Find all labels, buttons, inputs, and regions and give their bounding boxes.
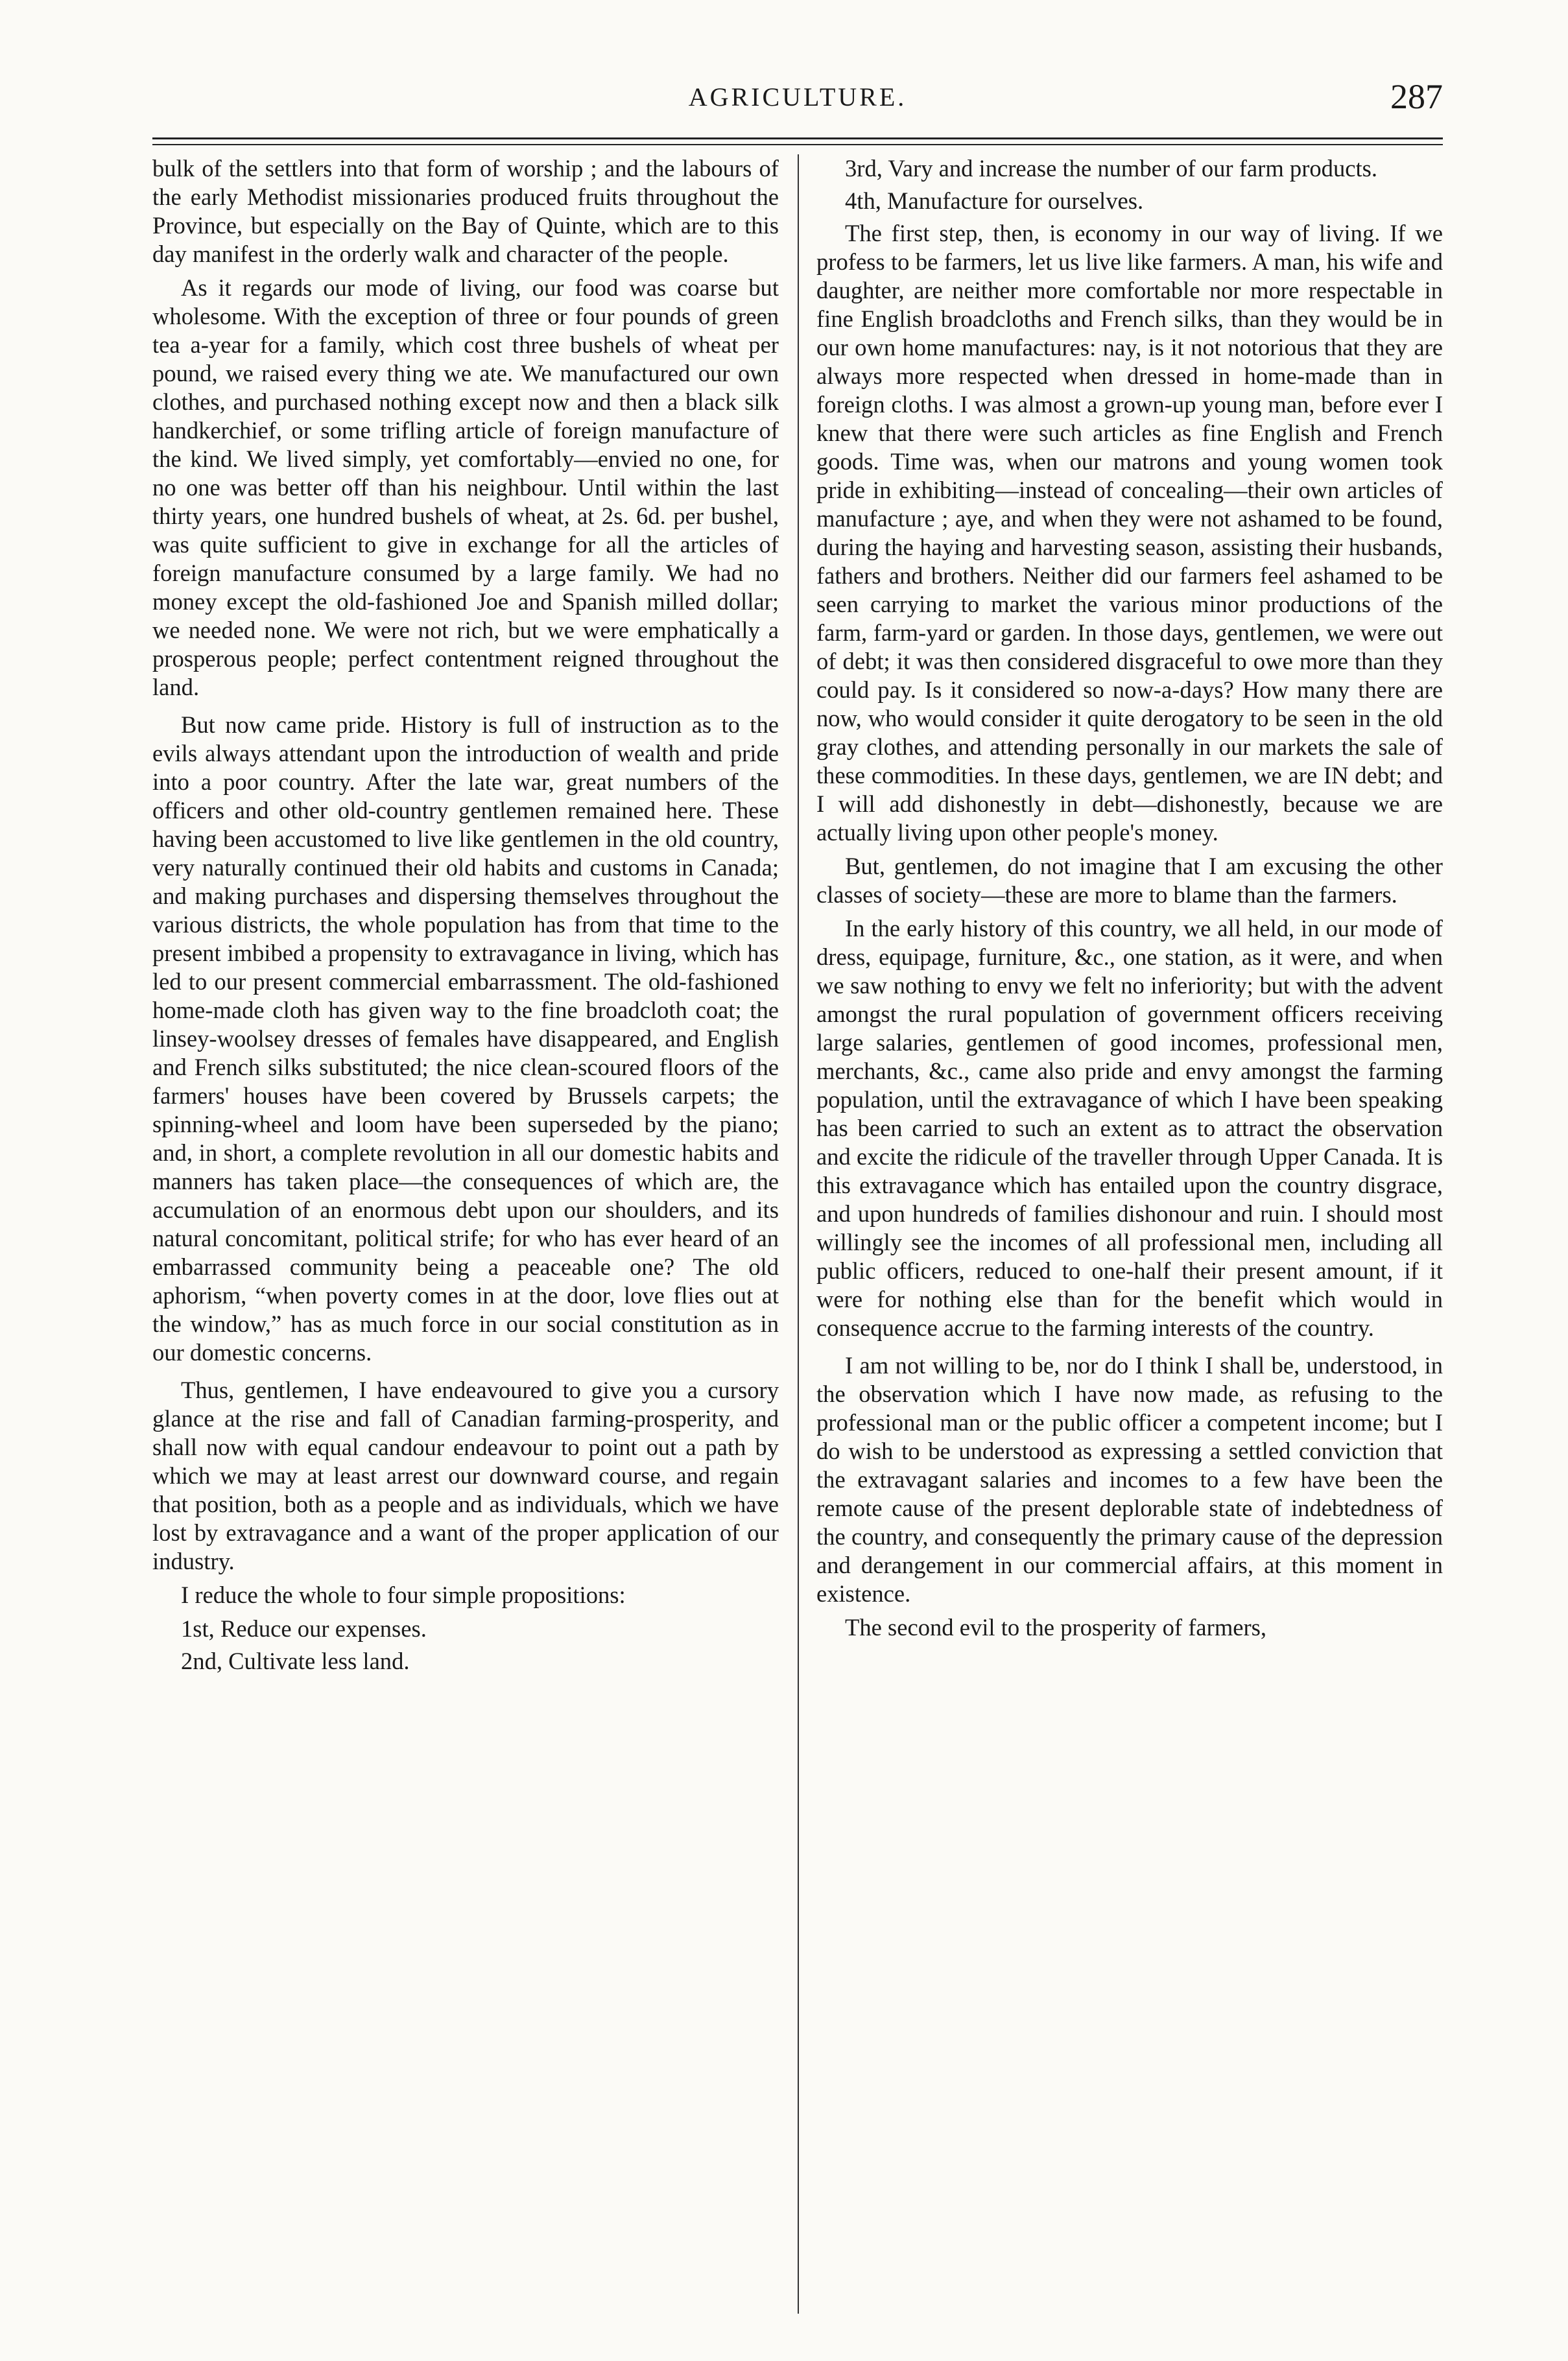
paragraph: The second evil to the prosperity of farmers, [845,1614,1267,1641]
page-number: 287 [1390,77,1443,116]
header-rule-bottom [152,144,1443,145]
list-item: 3rd, Vary and increase the number of our farm products. [845,155,1378,182]
paragraph: But, gentlemen, do not imagine that I am excusing the other classes of society—these are more to blame than the farmers. [816,853,1443,908]
column-divider [798,154,799,2314]
header-rule-top [152,137,1443,139]
page-header [152,77,1443,128]
paragraph: But now came pride. History is full of instruction as to the evils always attendant upon the introduction of wealth and pride into a poor country. After the late war, great numbers of the officers and other old-country gentlemen remained here. These having been accustomed to live like gentlemen in the old country, very naturally continued their old habits and customs in Canada; and making purchases and dispersing themselves throughout the various districts, the whole population has from that time to the present imbibed a propensity to extravagance in living, which has led to our present commercial embarrassment. The old-fashioned home-made cloth has given way to the fine broadcloth coat; the linsey-woolsey dresses of females have disappeared, and English and French silks substituted; the nice clean-scoured floors of the farmers' houses have been covered by Brussels carpets; the spinning-wheel and loom have been superseded by the piano; and, in short, a complete revolution in all our domestic habits and manners has taken place—the consequences of which are, the accumulation of an enormous debt upon our shoulders, and its natural concomitant, political strife; for who has ever heard of an embarrassed community being a peaceable one? The old aphorism, “when poverty comes in at the door, love flies out at the window,” has as much force in our social constitution as in our domestic concerns. [152,711,779,1366]
list-item: 2nd, Cultivate less land. [181,1648,410,1674]
list-item: 4th, Manufacture for ourselves. [845,187,1144,214]
right-column [816,154,1443,2314]
paragraph: Thus, gentlemen, I have endeavoured to give you a cursory glance at the rise and fall of Canadian farming-prosperity, and shall now with equal candour endeavour to point out a path by which we may at least arrest our downward course, and regain that position, both as a people and as individuals, which we have lost by extravagance and a want of the proper application of our industry. [152,1377,779,1574]
paragraph: In the early history of this country, we all held, in our mode of dress, equipage, furniture, &c., one station, as it were, and when we saw nothing to envy we felt no inferiority; but with the advent amongst the rural population of government officers receiving large salaries, gentlemen of good incomes, professional men, merchants, &c., came also pride and envy amongst the farming population, until the extravagance of which I have been speaking has been carried to such an extent as to attract the observation and excite the ridicule of the traveller through Upper Canada. It is this extravagance which has entailed upon the country disgrace, and upon hundreds of families dishonour and ruin. I should most willingly see the incomes of all professional men, including all public officers, reduced to one-half their present amount, if it were for nothing else than for the benefit which would in consequence accrue to the farming interests of the country. [816,915,1443,1341]
paragraph: The first step, then, is economy in our way of living. If we profess to be farmers, let us live like farmers. A man, his wife and daughter, are neither more comfortable nor more respectable in fine English broadcloths and French silks, than they would be in our own home manufactures: nay, is it not notorious that they are always more respected when dressed in home-made than in foreign cloths. I was almost a grown-up young man, before ever I knew that there were such articles as fine English and French goods. Time was, when our matrons and young women took pride in exhibiting—instead of concealing—their own articles of manufacture ; aye, and when they were not ashamed to be found, during the haying and harvesting season, assisting their husbands, fathers and brothers. Neither did our farmers feel ashamed to be seen carrying to market the various minor productions of the farm, farm-yard or garden. In those days, gentlemen, we were out of debt; it was then considered disgraceful to owe more than they could pay. Is it considered so now-a-days? How many there are now, who would consider it quite derogatory to be seen in the old gray clothes, and attending personally in our markets the sale of these commodities. In these days, gentlemen, we are IN debt; and I will add dishonestly in debt—dishonestly, because we are actually living upon other people's money. [816,220,1443,846]
paragraph: I am not willing to be, nor do I think I shall be, understood, in the observation which I have now made, as refusing to the professional man or the public officer a competent income; but I do wish to be understood as expressing a settled conviction that the extravagant salaries and incomes to a few have been the remote cause of the present deplorable state of indebtedness of the country, and consequently the primary cause of the depression and derangement in our commercial affairs, at this moment in existence. [816,1352,1443,1607]
paragraph: As it regards our mode of living, our food was coarse but wholesome. With the exception of three or four pounds of green tea a-year for a family, which cost three bushels of wheat per pound, we raised every thing we ate. We manufactured our own clothes, and purchased nothing except now and then a black silk handkerchief, or some trifling article of foreign manufacture of the kind. We lived simply, yet comfortably—envied no one, for no one was better off than his neighbour. Until within the last thirty years, one hundred bushels of wheat, at 2s. 6d. per bushel, was quite sufficient to give in exchange for all the articles of foreign manufacture consumed by a large family. We had no money except the old-fashioned Joe and Spanish milled dollar; we needed none. We were not rich, but we were emphatically a prosperous people; perfect contentment reigned throughout the land. [152,274,779,700]
running-head: AGRICULTURE. [688,82,907,112]
paragraph: bulk of the settlers into that form of worship ; and the labours of the early Methodist missionaries produced fruits throughout the Province, but especially on the Bay of Quinte, which are to this day manifest in the orderly walk and character of the people. [152,155,779,267]
list-item: 1st, Reduce our expenses. [181,1615,427,1642]
paragraph: I reduce the whole to four simple propositions: [181,1582,626,1608]
left-column [152,154,779,2314]
